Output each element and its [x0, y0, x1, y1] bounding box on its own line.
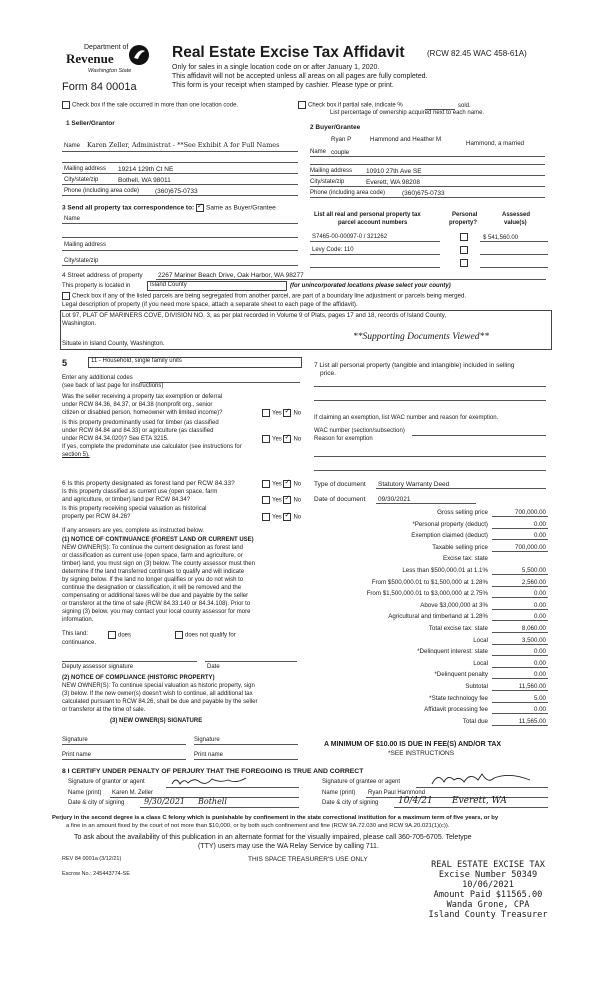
print-name-label: Print name [62, 752, 92, 758]
seller-phone-label: Phone (including area code) [64, 188, 140, 194]
seller-name-value: Karen Zeller, Administrat - **See Exhibit A for Full Names [87, 141, 280, 149]
tax-row-value[interactable]: 0.00 [533, 532, 546, 540]
q2-line[interactable]: section 5). [62, 452, 90, 458]
checkbox-icon[interactable] [298, 101, 306, 109]
seller-heading: 1 Seller/Grantor [66, 120, 115, 127]
tax-row-underline [492, 597, 548, 598]
seller-mail-label: Mailing address [64, 166, 107, 172]
form-title: Real Estate Excise Tax Affidavit [172, 44, 405, 61]
tax-row-label: Excise tax: state [442, 555, 488, 563]
checkbox-checked-icon[interactable] [283, 435, 291, 443]
tax-row-value[interactable]: 0.00 [533, 590, 546, 598]
tax-row-label: *Delinquent interest: state [417, 648, 488, 656]
underline [314, 400, 546, 401]
grantee-date-label: Date & city of signing [322, 800, 379, 806]
personal-checkbox[interactable] [460, 259, 470, 267]
multi-location-check[interactable]: Check box if the sale occurred in more than one location code. [62, 101, 238, 109]
notice2-heading: (2) NOTICE OF COMPLIANCE (HISTORIC PROPERTY) [62, 675, 215, 681]
tax-row-underline [492, 725, 548, 726]
underline [394, 807, 548, 808]
checkbox-icon[interactable] [460, 246, 468, 254]
underline [310, 186, 545, 187]
stamp-line: REAL ESTATE EXCISE TAX [431, 860, 545, 870]
tax-row-value[interactable]: 700,000.00 [515, 543, 546, 551]
corr-city-label: City/state/zip [64, 258, 99, 264]
tax-row-label: Subtotal [465, 683, 488, 690]
tax-row-value[interactable]: 0.00 [533, 520, 546, 528]
tax-row-underline [492, 528, 548, 529]
tax-row-label: Affidavit processing fee [424, 706, 488, 714]
corr-mail-label: Mailing address [64, 242, 107, 248]
county-select[interactable]: Island County [147, 281, 287, 291]
dept-line2: Revenue [66, 51, 114, 66]
tax-row-underline [492, 702, 548, 703]
seller-city-label: City/state/zip [64, 177, 99, 183]
seller-city-value: Bothell, WA 98011 [118, 177, 171, 184]
does-check[interactable]: does [108, 631, 131, 639]
underline [310, 197, 545, 198]
grantor-date-label: Date & city of signing [68, 800, 125, 806]
doc-date-label: Date of document [314, 496, 366, 503]
notice1-line: timber) land, you must sign on (3) below. The county assessor must then [62, 561, 255, 567]
underline [310, 156, 545, 157]
s6-q1-yes-no[interactable]: Yes ✓ No [262, 480, 301, 488]
underline [62, 184, 298, 185]
underline [62, 173, 298, 174]
grantee-date-value: 10/4/21 [398, 796, 433, 806]
deputy-signature-field[interactable] [62, 661, 197, 662]
buyer-phone-value: (360)675-0733 [402, 190, 445, 197]
notice1-line: information. [62, 617, 94, 623]
notice2-line: or transferor at the time of sale. [62, 707, 146, 713]
q2-line: Is this property predominantly used for timber (as classified [62, 420, 219, 426]
stamp-line: Excise Number 50349 [438, 870, 538, 880]
buyer-name-d: couple [331, 149, 350, 156]
parcel-number: S7465-00-00097-0 / 321262 [312, 234, 388, 240]
s6-q3-line: property per RCW 84.26? [62, 514, 131, 520]
q1-line: Was the seller receiving a property tax exemption or deferral [62, 394, 223, 400]
tax-row-value[interactable]: 0.00 [533, 648, 546, 656]
stamp-line: Island County Treasurer [428, 910, 548, 920]
partial-sale-check[interactable]: Check box if partial sale, indicate % [298, 101, 403, 109]
see-instructions: *SEE INSTRUCTIONS [388, 750, 455, 757]
grantee-print-label: Name (print) [322, 790, 356, 796]
tax-row-underline [492, 713, 548, 714]
underline [376, 503, 476, 504]
s6-q3-line: Is this property receiving special valuation as historical [62, 506, 207, 512]
underline [416, 787, 548, 788]
checkbox-icon[interactable] [262, 435, 270, 443]
q2-line: under RCW 84.84 and 84.33) or agriculture (as classified [62, 428, 214, 434]
underline [166, 787, 299, 788]
owner-print-field[interactable] [62, 759, 186, 760]
checkbox-icon[interactable] [62, 101, 70, 109]
checkbox-icon[interactable] [262, 496, 270, 504]
tax-row-underline [492, 690, 548, 691]
tax-row-underline [492, 644, 548, 645]
underline [156, 279, 546, 280]
checkbox-icon[interactable] [262, 480, 270, 488]
checkbox-checked-icon[interactable] [283, 409, 291, 417]
tax-row-underline [492, 678, 548, 679]
doc-type-label: Type of document [314, 481, 366, 488]
tax-row-label: Local [473, 636, 488, 644]
notice1-line: compensating or additional taxes will be due and payable by the seller [62, 593, 249, 599]
section7-heading-b: price. [320, 370, 336, 377]
tax-row-underline [492, 609, 548, 610]
tax-row-value[interactable]: 700,000.00 [515, 509, 546, 516]
underline [480, 267, 548, 268]
notice1-line: or transferor at the time of sale (RCW 84.33.140 or 84.34.108). Prior to [62, 601, 251, 607]
tax-row-label: *Delinquent penalty [434, 671, 488, 679]
underline [62, 265, 298, 266]
underline [480, 241, 548, 242]
tax-row-underline [492, 667, 548, 668]
tax-row-underline [492, 586, 548, 587]
corr-name-label: Name [64, 216, 81, 222]
additional-codes-field[interactable] [140, 382, 300, 383]
q2-yes-no[interactable]: Yes ✓ No [262, 435, 301, 443]
q1-line: citizen or disabled person, homeowner with limited income)? [62, 410, 223, 416]
tax-row-underline [492, 632, 548, 633]
s6-q2-line: and agriculture, or timber) land per RCW 84.34? [62, 497, 191, 503]
tax-row-value[interactable]: 0.00 [533, 671, 546, 679]
assessed-value: $ 541,560.00 [483, 235, 519, 241]
parcel-col1-a: List all real and personal property tax [314, 212, 421, 218]
tax-row-label: *Personal property (deduct) [412, 520, 488, 528]
grantor-city-value: Bothell [198, 797, 227, 806]
see-back: (see back of last page for instructions) [62, 383, 164, 389]
tax-row-value[interactable]: 0.00 [533, 613, 546, 621]
owner-print-field[interactable] [194, 759, 298, 760]
tax-row-underline [492, 551, 548, 552]
stamp-line: 10/06/2021 [462, 880, 514, 890]
checkbox-icon[interactable] [62, 292, 70, 300]
buyer-name-c: Hammond, a married [466, 140, 525, 147]
buyer-name-a: Ryan P [331, 136, 352, 143]
wac-number-field[interactable] [412, 435, 546, 436]
underline [376, 488, 546, 489]
seller-name-label: Name [64, 143, 81, 149]
notice1-line: determine if the land transferred continues to qualify and will indicate [62, 569, 245, 575]
underline [62, 162, 298, 163]
s6-if-yes: If any answers are yes, complete as instructed below. [62, 528, 205, 534]
header-line3: This form is your receipt when stamped by cashier. Please type or print. [172, 82, 394, 89]
excise-stamp [408, 860, 568, 920]
tax-row-value[interactable]: 5,500.00 [521, 567, 546, 574]
tax-row-underline [492, 655, 548, 656]
personal-checkbox[interactable] [460, 233, 470, 241]
parcel-col3-a: Assessed [502, 212, 531, 218]
s6-q1: 6 Is this property designated as forest land per RCW 84.33? [62, 480, 235, 487]
doc-type-value: Statutory Warranty Deed [378, 481, 450, 488]
buyer-heading: 2 Buyer/Grantee [310, 124, 361, 131]
tax-row-value[interactable]: 11,560.00 [518, 683, 546, 690]
underline [314, 470, 546, 471]
street-label: 4 Street address of property [62, 272, 143, 279]
parcel-col2-b: property? [449, 220, 478, 226]
grantee-print-value: Ryan Paul Hammond [368, 790, 426, 796]
notice1-line: by signing below. If the land no longer qualifies or you do not wish to [62, 577, 244, 583]
seller-mail-value: 19214 129th Ct NE [118, 166, 174, 173]
tax-row-label: Less than $500,000.01 at 1.1% [402, 567, 488, 574]
tax-row-label: Total excise tax: state [428, 625, 488, 632]
supporting-docs-stamp: **Supporting Documents Viewed** [353, 332, 489, 342]
legal-1: Lot 97, PLAT OF MARINERS COVE, DIVISION NO. 3, as per plat recorded in Volume 9 of Plats, pages 17 and 18, records of Island County, [62, 312, 447, 319]
wac-number-label: WAC number (section/subsection) [314, 428, 405, 434]
minimum-due: A MINIMUM OF $10.00 IS DUE IN FEE(S) AND/OR TAX [324, 741, 502, 748]
legal-label: Legal description of property (if you need more space, attach a separate sheet to each page of the affidavit). [62, 301, 358, 308]
tax-row-label: From $500,000.01 to $1,500,000 at 1.28% [371, 578, 488, 586]
underline [310, 241, 440, 242]
list-pct-note: List percentage of ownership acquired next to each name. [330, 110, 485, 116]
sold-label: sold. [458, 103, 471, 109]
new-owner-sig-heading: (3) NEW OWNER(S) SIGNATURE [110, 718, 203, 724]
underline [314, 456, 546, 457]
checkbox-icon[interactable] [460, 233, 468, 241]
q2-line: under RCW 84.34.020)? See ETA 3215. [62, 436, 169, 442]
underline [310, 254, 440, 255]
underline [480, 254, 548, 255]
checkbox-icon[interactable] [108, 631, 116, 639]
section5-number: 5 [62, 358, 68, 368]
checkbox-checked-icon[interactable] [283, 496, 291, 504]
continuance-label: continuance. [62, 640, 97, 646]
perjury-1: Perjury in the second degree is a class C felony which is punishable by confinement in the state correctional institution for a maximum term of five years, or by [52, 815, 499, 821]
levy-code: Levy Code: 110 [312, 247, 354, 253]
notice1-line: or classification as current use (open space, farm and agriculture, or [62, 553, 243, 559]
legal-3: Situate in Island County, Washington. [62, 340, 165, 347]
header-line2: This affidavit will not be accepted unless all areas on all pages are fully completed. [172, 73, 428, 80]
notice2-line: calculated pursuant to RCW 84.26, shall be due and payable by the seller [62, 699, 258, 705]
print-name-label: Print name [194, 752, 224, 758]
underline [310, 164, 545, 165]
doc-date-value: 09/30/2021 [378, 496, 411, 503]
checkbox-icon[interactable] [262, 409, 270, 417]
grantee-sig-label: Signature of grantee or agent [322, 779, 401, 785]
underline [140, 807, 299, 808]
located-note: (for unincorporated locations please select your county) [290, 283, 451, 289]
q1-yes-no[interactable]: Yes ✓ No [262, 409, 301, 417]
tax-row-value[interactable]: 2,560.00 [521, 578, 546, 586]
section7-heading-a: 7 List all personal property (tangible and intangible) included in selling [314, 362, 515, 369]
deputy-date-field[interactable] [205, 661, 297, 662]
notice2-line: (3) below. If the new owner(s) doesn't wish to continue, all additional tax [62, 691, 253, 697]
tax-row-value[interactable]: 8,060.00 [521, 625, 546, 632]
checkbox-checked-icon[interactable] [283, 513, 291, 521]
underline [310, 175, 545, 176]
deputy-date-label: Date [207, 664, 220, 670]
grantor-print-label: Name (print) [68, 790, 102, 796]
underline [62, 250, 298, 251]
sig-label: Signature [62, 737, 88, 743]
q1-line: under RCW 84.36, 84.37, or 84.38 (nonprofit org., senior [62, 402, 213, 408]
grantor-signature[interactable] [170, 774, 250, 791]
personal-checkbox[interactable] [460, 246, 470, 254]
checkbox-icon[interactable] [175, 631, 183, 639]
checkbox-checked-icon[interactable] [196, 204, 204, 212]
form-number: Form 84 0001a [62, 81, 137, 93]
checkbox-icon[interactable] [460, 259, 468, 267]
grantee-city-value: Everett, WA [452, 796, 507, 806]
seller-phone-value: (360)675-0733 [155, 188, 198, 195]
tty: (TTY) users may use the WA Relay Service by calling 711. [198, 843, 379, 850]
street-value: 2267 Mariner Beach Drive, Oak Harbor, WA 98277 [158, 272, 304, 279]
stamp-line: Wanda Grone, CPA [446, 900, 530, 910]
certify-heading: 8 I CERTIFY UNDER PENALTY OF PERJURY THAT THE FOREGOING IS TRUE AND CORRECT [62, 768, 364, 775]
does-not-check[interactable]: does not qualify for [175, 631, 236, 639]
header-line1: Only for sales in a single location code on or after January 1, 2020. [172, 64, 380, 71]
tax-row-underline [492, 574, 548, 575]
underline [62, 151, 298, 152]
use-code-select[interactable]: 11 - Household, single family units [88, 357, 302, 368]
notice1-heading: (1) NOTICE OF CONTINUANCE (FOREST LAND OR CURRENT USE) [62, 537, 254, 543]
underline [62, 195, 298, 196]
tax-row-label: Above $3,000,000 at 3% [420, 601, 488, 609]
s6-q2-yes-no[interactable]: Yes ✓ No [262, 496, 301, 504]
tax-row-label: *State technology fee [429, 694, 488, 702]
underline [314, 386, 546, 387]
q2-line: If yes, complete the predominate use calculator (see instructions for [62, 444, 242, 450]
buyer-name-b: Hammond and Heather M [370, 136, 442, 143]
grantor-print-value: Karen M. Zeller [112, 790, 154, 796]
tax-row-label: Gross selling price [437, 509, 488, 516]
buyer-phone-label: Phone (including area code) [310, 190, 386, 196]
tax-row-value[interactable]: 5.00 [533, 694, 546, 702]
tax-row-underline [492, 539, 548, 540]
signature-icon [430, 770, 540, 788]
underline [62, 223, 298, 224]
tax-row-label: Taxable selling price [432, 543, 488, 551]
grantor-sig-label: Signature of grantor or agent [68, 779, 145, 785]
underline [310, 267, 440, 268]
buyer-city-value: Everett, WA 98208 [366, 179, 420, 186]
buyer-city-label: City/state/zip [310, 179, 345, 185]
tax-row-label: Total due [462, 717, 488, 725]
dept-line1: Department of [84, 44, 129, 51]
grantor-date-value: 9/30/2021 [144, 797, 186, 806]
parcel-col3-b: value(s) [504, 220, 527, 226]
segregated-check[interactable]: Check box if any of the listed parcels are being segregated from another parcel, are part of a boundary line adjustment or parcels being merged. [62, 292, 466, 300]
tax-row-label: Agricultural and timberland at 1.28% [388, 613, 488, 621]
buyer-mail-value: 10910 27th Ave SE [366, 168, 422, 175]
tax-row-label: Exemption claimed (deduct) [411, 532, 488, 540]
s6-q2-line: Is this property classified as current use (open space, farm [62, 489, 218, 495]
rev-number: REV 84 0001a (3/12/21) [62, 856, 122, 862]
parcel-col1-b: parcel account numbers [338, 220, 408, 226]
underline [62, 237, 298, 238]
checkbox-checked-icon[interactable] [283, 480, 291, 488]
tax-row-label: From $1,500,000.01 to $3,000,000 at 2.75% [366, 590, 488, 598]
escrow-number: Escrow No.: 245443774-SE [62, 871, 130, 877]
dept-line3: Washington State [88, 68, 132, 74]
parcel-col2-a: Personal [452, 212, 478, 218]
notice1-line: signing (3) below, you may contact your local county assessor for more [62, 609, 251, 615]
notice1-line: continue the designation or classification, it will be removed and the [62, 585, 242, 591]
treasurer-use: THIS SPACE TREASURER'S USE ONLY [248, 856, 368, 863]
deputy-label: Deputy assessor signature [62, 664, 134, 670]
tax-row-value[interactable]: 0.00 [533, 706, 546, 714]
tax-row-underline [492, 620, 548, 621]
tax-row-value[interactable]: 0.00 [533, 601, 546, 609]
correspondence-heading: 3 Send all property tax correspondence to: ✓ Same as Buyer/Grantee [62, 204, 276, 212]
checkbox-icon[interactable] [262, 513, 270, 521]
signature-icon [170, 774, 250, 788]
alt-format: To ask about the availability of this publication in an alternate format for the visually impaired, please call 360-705-6705. Teletype [74, 834, 472, 841]
notice2-line: NEW OWNER(S): To continue special valuation as historic property, sign [62, 683, 255, 689]
form-citation: (RCW 82.45 WAC 458-61A) [427, 49, 527, 58]
reason-label: Reason for exemption [314, 436, 373, 442]
additional-codes-label: Enter any additional codes [62, 375, 133, 381]
located-label: This property is located in [62, 283, 131, 289]
sig-label: Signature [194, 737, 220, 743]
wac-claim: If claiming an exemption, list WAC number and reason for exemption. [314, 415, 499, 421]
tax-row-label: Local [473, 659, 488, 667]
owner-signature-field[interactable] [62, 744, 186, 745]
tax-row-value[interactable]: 0.00 [533, 659, 546, 667]
tax-row-value[interactable]: 11,565.00 [518, 717, 546, 725]
tax-row-value[interactable]: 3,500.00 [521, 636, 546, 644]
buyer-mail-label: Mailing address [310, 168, 353, 174]
s6-q3-yes-no[interactable]: Yes ✓ No [262, 513, 301, 521]
tax-row-underline [492, 516, 548, 517]
perjury-2: a fine in an amount fixed by the court of not more than $10,000, or by both such confinement and fine (RCW 9A.72.030 and RCW 9A.20.021(1)(c)). [66, 823, 450, 829]
notice1-line: NEW OWNER(S): To continue the current designation as forest land [62, 545, 243, 551]
buyer-name-label: Name [310, 149, 327, 155]
revenue-logo-icon [128, 44, 150, 66]
owner-signature-field[interactable] [194, 744, 298, 745]
stamp-line: Amount Paid $11565.00 [433, 890, 543, 900]
legal-2: Washington. [62, 320, 97, 327]
this-land: This land: [62, 631, 89, 637]
